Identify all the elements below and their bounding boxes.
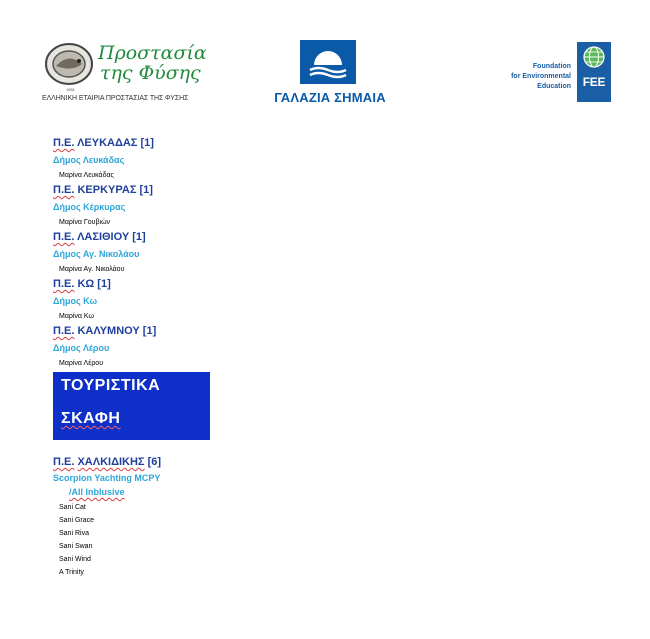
boat-list xyxy=(53,501,353,579)
municipality-name: Δήμος Κω xyxy=(53,296,98,306)
hps-logo xyxy=(42,40,207,106)
boat-name: A Trinity xyxy=(59,569,84,576)
globe-icon xyxy=(583,46,605,68)
boat-name: Sani Swan xyxy=(59,543,93,550)
hps-subtitle: ΕΛΛΗΝΙΚΗ ΕΤΑΙΡΙΑ ΠΡΟΣΤΑΣΙΑΣ ΤΗΣ ΦΥΣΗΣ xyxy=(42,95,189,102)
fee-logo xyxy=(500,40,615,106)
hps-title-line1: Προστασία xyxy=(98,42,207,64)
boat-name: Sani Grace xyxy=(59,517,95,524)
regional-unit-heading: Π.Ε. ΧΑΛΚΙΔΙΚΗΣ [6] xyxy=(53,456,162,468)
tortoise-emblem-icon xyxy=(44,42,94,86)
banner-line2: ΣΚΑΦΗ xyxy=(61,410,121,427)
regional-unit-heading: Π.Ε. ΚΩ [1] xyxy=(53,278,111,290)
tourist-boats-banner xyxy=(53,372,210,440)
marina-name: Μαρίνα Γουβιών xyxy=(59,219,111,226)
boat-section xyxy=(53,454,353,579)
fee-badge xyxy=(577,42,611,102)
banner-line1: ΤΟΥΡΙΣΤΙΚΑ xyxy=(61,377,161,394)
municipality-name: Δήμος Λευκάδας xyxy=(53,155,125,165)
regional-unit-heading: Π.Ε. ΛΑΣΙΘΙΟΥ [1] xyxy=(53,231,146,243)
blue-flag-logo xyxy=(260,40,400,108)
fee-name xyxy=(511,62,571,92)
fee-name-line1: Foundation xyxy=(532,63,571,70)
marina-name: Μαρίνα Λευκάδας xyxy=(59,172,114,179)
municipality-name: Δήμος Κέρκυρας xyxy=(53,202,126,212)
fee-name-line3: Education xyxy=(537,83,571,90)
blue-flag-icon xyxy=(300,40,356,84)
boat-name: Sani Cat xyxy=(59,504,86,511)
municipality-name: Δήμος Αγ. Νικολάου xyxy=(53,249,140,259)
municipality-name: Δήμος Λέρου xyxy=(53,343,110,353)
fee-acronym: FEE xyxy=(582,75,606,89)
regional-unit-heading: Π.Ε. ΚΑΛΥΜΝΟΥ [1] xyxy=(53,325,157,337)
company-name: Scorpion Yachting MCPY xyxy=(53,473,161,483)
marina-name: Μαρίνα Αγ. Νικολάου xyxy=(59,266,125,273)
company-name-line2: /All Inblusive xyxy=(69,487,125,497)
marina-name: Μαρίνα Λέρου xyxy=(59,360,104,367)
marina-list xyxy=(53,135,353,370)
regional-unit-heading: Π.Ε. ΚΕΡΚΥΡΑΣ [1] xyxy=(53,184,153,196)
hps-year: 1951 xyxy=(66,87,75,92)
blue-flag-text: ΓΑΛΑΖΙΑ ΣΗΜΑΙΑ xyxy=(274,90,386,105)
boat-name: Sani Wind xyxy=(59,556,91,563)
boat-name: Sani Riva xyxy=(59,530,89,537)
marina-name: Μαρίνα Κω xyxy=(59,313,94,320)
regional-unit-heading: Π.Ε. ΛΕΥΚΑΔΑΣ [1] xyxy=(53,137,154,149)
hps-title-line2: της Φύσης xyxy=(100,62,201,84)
fee-name-line2: for Environmental xyxy=(511,73,571,80)
